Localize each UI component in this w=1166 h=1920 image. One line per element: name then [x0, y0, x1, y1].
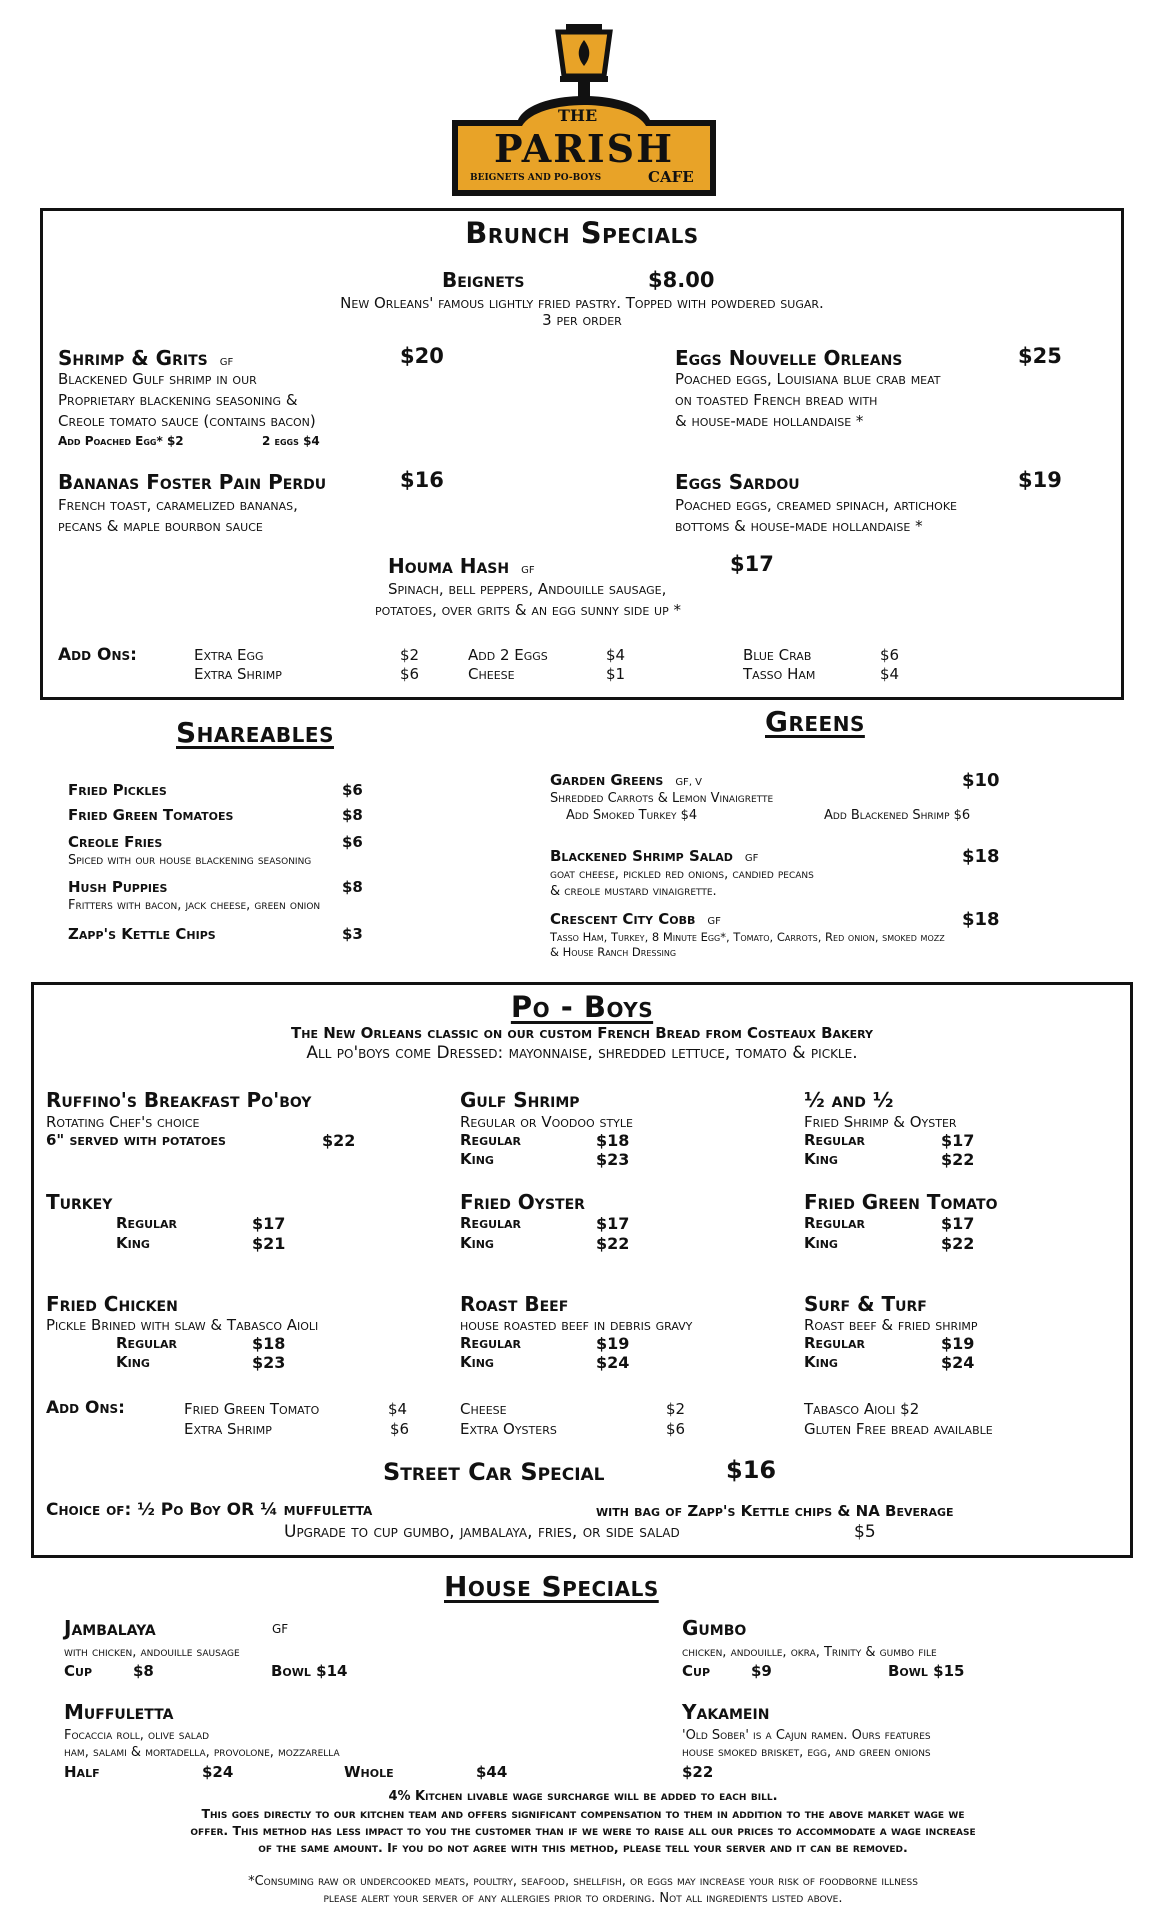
ruffino-price: $22: [322, 1131, 356, 1150]
yakamein-name: Yakamein: [682, 1700, 770, 1724]
fgt-name: Fried Green Tomato: [804, 1190, 998, 1214]
shareable-5-price: $3: [342, 925, 363, 943]
roast-beef-name: Roast Beef: [460, 1292, 569, 1316]
shareable-4: Hush Puppies: [68, 878, 168, 896]
shareable-5: Zapp's Kettle Chips: [68, 925, 216, 943]
eggs-nouvelle-price: $25: [1018, 344, 1062, 368]
fried-chicken-name: Fried Chicken: [46, 1292, 178, 1316]
beignets-desc2: 3 per order: [542, 311, 622, 329]
muffuletta-desc1: Focaccia roll, olive salad: [64, 1728, 210, 1743]
bananas-desc2: pecans & maple bourbon sauce: [58, 517, 263, 535]
garden-greens-name: Garden Greens GF, V: [550, 771, 703, 789]
brunch-addon-6: Tasso Ham: [743, 665, 816, 683]
logo-name: PARISH: [494, 126, 674, 171]
blackened-salad-desc1: goat cheese, pickled red onions, candied pecans: [550, 867, 814, 882]
poboy-addon-1-price: $4: [388, 1400, 408, 1418]
fgt-king-price: $22: [941, 1234, 975, 1253]
ruffino-name: Ruffino's Breakfast Po'boy: [46, 1088, 312, 1112]
gulf-shrimp-king: King: [460, 1150, 494, 1168]
garden-greens-addon1: Add Smoked Turkey $4: [566, 808, 698, 823]
gumbo-cup: Cup: [682, 1662, 711, 1680]
brunch-addon-3: Add 2 Eggs: [468, 646, 548, 664]
shrimp-grits-addon2: 2 eggs $4: [262, 434, 320, 448]
half-half-regular-price: $17: [941, 1131, 975, 1150]
muffuletta-half: Half: [64, 1763, 100, 1781]
poboy-addon-4: Extra Oysters: [460, 1420, 557, 1438]
gulf-shrimp-desc: Regular or Voodoo style: [460, 1113, 633, 1131]
brunch-addon-3-price: $4: [606, 646, 626, 664]
surf-turf-regular-price: $19: [941, 1334, 975, 1353]
roast-beef-king-price: $24: [596, 1353, 630, 1372]
gulf-shrimp-king-price: $23: [596, 1150, 630, 1169]
fgt-regular-price: $17: [941, 1214, 975, 1233]
gumbo-name: Gumbo: [682, 1616, 747, 1640]
blackened-salad-desc2: & creole mustard vinaigrette.: [550, 884, 717, 899]
jambalaya-bowl: Bowl $14: [271, 1662, 348, 1680]
cobb-price: $18: [962, 909, 1000, 930]
fried-oyster-name: Fried Oyster: [460, 1190, 585, 1214]
brunch-addon-2: Extra Shrimp: [194, 665, 282, 683]
footer-line-5: *Consuming raw or undercooked meats, poultry, seafood, shellfish, or eggs may increase your risk of foodborne illness: [248, 1874, 918, 1889]
surf-turf-king-price: $24: [941, 1353, 975, 1372]
blackened-salad-price: $18: [962, 846, 1000, 867]
houma-price: $17: [730, 552, 774, 576]
logo-tagline: BEIGNETS AND PO-BOYS: [470, 173, 602, 183]
beignets-name: Beignets: [442, 268, 525, 292]
roast-beef-desc: house roasted beef in debris gravy: [460, 1316, 693, 1334]
bananas-price: $16: [400, 468, 444, 492]
half-half-regular: Regular: [804, 1131, 866, 1149]
shrimp-grits-desc3: Creole tomato sauce (contains bacon): [58, 412, 316, 430]
eggs-nouvelle-desc3: & house-made hollandaise *: [675, 412, 864, 430]
cobb-desc1: Tasso Ham, Turkey, 8 Minute Egg*, Tomato, Carrots, Red onion, smoked mozz: [550, 930, 945, 944]
streetcar-upgrade-price: $5: [854, 1522, 876, 1542]
shrimp-grits-price: $20: [400, 344, 444, 368]
poboys-sub2: All po'boys come Dressed: mayonnaise, shredded lettuce, tomato & pickle.: [306, 1043, 858, 1063]
poboy-addon-6: Gluten Free bread available: [804, 1420, 993, 1438]
beignets-price: $8.00: [648, 268, 715, 292]
poboy-addon-2: Extra Shrimp: [184, 1420, 272, 1438]
shareable-4-price: $8: [342, 878, 363, 896]
fried-chicken-regular-price: $18: [252, 1334, 286, 1353]
eggs-nouvelle-desc1: Poached eggs, Louisiana blue crab meat: [675, 370, 941, 388]
fgt-king: King: [804, 1234, 838, 1252]
brunch-addon-1-price: $2: [400, 646, 420, 664]
ruffino-desc: Rotating Chef's choice: [46, 1113, 200, 1131]
eggs-nouvelle-desc2: on toasted French bread with: [675, 391, 878, 409]
brunch-addon-1: Extra Egg: [194, 646, 264, 664]
brunch-addon-2-price: $6: [400, 665, 420, 683]
gulf-shrimp-name: Gulf Shrimp: [460, 1088, 580, 1112]
footer-line-6: please alert your server of any allergies prior to ordering. Not all ingredients listed above.: [323, 1891, 843, 1906]
turkey-regular-price: $17: [252, 1214, 286, 1233]
jambalaya-cup-price: $8: [133, 1662, 154, 1680]
gulf-shrimp-regular: Regular: [460, 1131, 522, 1149]
brunch-title: Brunch Specials: [465, 216, 699, 250]
brunch-box: [40, 208, 1124, 700]
yakamein-desc1: 'Old Sober' is a Cajun ramen. Ours features: [682, 1728, 931, 1743]
shrimp-grits-desc2: Proprietary blackening seasoning &: [58, 391, 298, 409]
beignets-desc: New Orleans' famous lightly fried pastry. Topped with powdered sugar.: [340, 294, 824, 312]
greens-title: Greens: [765, 705, 865, 738]
bananas-name: Bananas Foster Pain Perdu: [58, 470, 327, 494]
gumbo-bowl: Bowl $15: [888, 1662, 965, 1680]
poboy-addon-2-price: $6: [390, 1420, 410, 1438]
garden-greens-price: $10: [962, 770, 1000, 791]
houma-desc1: Spinach, bell peppers, Andouille sausage,: [388, 580, 667, 598]
poboy-addon-4-price: $6: [666, 1420, 686, 1438]
brunch-addons-label: Add Ons:: [58, 645, 137, 665]
muffuletta-desc2: ham, salami & mortadella, provolone, mozzarella: [64, 1745, 340, 1760]
yakamein-price: $22: [682, 1763, 714, 1781]
jambalaya-tag: GF: [272, 1622, 289, 1636]
logo: [448, 18, 720, 198]
fgt-regular: Regular: [804, 1214, 866, 1232]
streetcar-name: Street Car Special: [383, 1458, 605, 1486]
eggs-sardou-name: Eggs Sardou: [675, 470, 800, 494]
shrimp-grits-addon1: Add Poached Egg* $2: [58, 434, 184, 448]
turkey-king: King: [116, 1234, 150, 1252]
half-half-name: ½ and ½: [804, 1088, 894, 1112]
shareable-3: Creole Fries: [68, 833, 163, 851]
surf-turf-name: Surf & Turf: [804, 1292, 927, 1316]
fried-chicken-king: King: [116, 1353, 150, 1371]
shareable-4-desc: Fritters with bacon, jack cheese, green onion: [68, 898, 321, 913]
brunch-addon-4: Cheese: [468, 665, 515, 683]
shareable-3-price: $6: [342, 833, 363, 851]
shareable-2: Fried Green Tomatoes: [68, 806, 234, 824]
logo-top: THE: [558, 106, 598, 125]
gulf-shrimp-regular-price: $18: [596, 1131, 630, 1150]
fried-oyster-king: King: [460, 1234, 494, 1252]
turkey-king-price: $21: [252, 1234, 286, 1253]
houma-name: Houma Hash GF: [388, 554, 535, 578]
yakamein-desc2: house smoked brisket, egg, and green onions: [682, 1745, 931, 1760]
blackened-salad-name: Blackened Shrimp Salad GF: [550, 847, 759, 865]
house-title: House Specials: [444, 1570, 659, 1603]
half-half-king: King: [804, 1150, 838, 1168]
streetcar-with: with bag of Zapp's Kettle chips & NA Beverage: [596, 1502, 954, 1520]
poboy-addons-label: Add Ons:: [46, 1398, 125, 1418]
roast-beef-regular-price: $19: [596, 1334, 630, 1353]
brunch-addon-5-price: $6: [880, 646, 900, 664]
eggs-sardou-desc2: bottoms & house-made hollandaise *: [675, 517, 923, 535]
brunch-addon-5: Blue Crab: [743, 646, 812, 664]
houma-desc2: potatoes, over grits & an egg sunny side up *: [375, 601, 682, 619]
shrimp-grits-desc1: Blackened Gulf shrimp in our: [58, 370, 257, 388]
surf-turf-king: King: [804, 1353, 838, 1371]
half-half-desc: Fried Shrimp & Oyster: [804, 1113, 957, 1131]
ruffino-desc2: 6" served with potatoes: [46, 1131, 226, 1149]
brunch-addon-6-price: $4: [880, 665, 900, 683]
fried-chicken-desc: Pickle Brined with slaw & Tabasco Aioli: [46, 1316, 319, 1334]
poboy-addon-3: Cheese: [460, 1400, 507, 1418]
surf-turf-desc: Roast beef & fried shrimp: [804, 1316, 978, 1334]
turkey-name: Turkey: [46, 1190, 113, 1214]
shrimp-grits-name: Shrimp & Grits GF: [58, 346, 234, 370]
muffuletta-whole: Whole: [344, 1763, 394, 1781]
shareable-1-price: $6: [342, 781, 363, 799]
garden-greens-addon2: Add Blackened Shrimp $6: [824, 808, 971, 823]
roast-beef-regular: Regular: [460, 1334, 522, 1352]
streetcar-price: $16: [726, 1456, 777, 1484]
muffuletta-name: Muffuletta: [64, 1700, 174, 1724]
footer-line-4: of the same amount. If you do not agree with this method, please tell your server and it can be removed.: [258, 1840, 908, 1855]
shareable-3-desc: Spiced with our house blackening seasoning: [68, 853, 312, 868]
fried-oyster-regular: Regular: [460, 1214, 522, 1232]
brunch-addon-4-price: $1: [606, 665, 626, 683]
shareables-title: Shareables: [176, 716, 334, 749]
fried-oyster-regular-price: $17: [596, 1214, 630, 1233]
shareable-2-price: $8: [342, 806, 363, 824]
bananas-desc1: French toast, caramelized bananas,: [58, 496, 298, 514]
jambalaya-desc: with chicken, andouille sausage: [64, 1645, 240, 1660]
gumbo-desc: chicken, andouille, okra, Trinity & gumbo file: [682, 1645, 937, 1660]
muffuletta-half-price: $24: [202, 1763, 234, 1781]
roast-beef-king: King: [460, 1353, 494, 1371]
half-half-king-price: $22: [941, 1150, 975, 1169]
footer-line-2: This goes directly to our kitchen team and offers significant compensation to them in addition to the above market wage we: [201, 1806, 965, 1821]
garden-greens-desc: Shredded Carrots & Lemon Vinaigrette: [550, 791, 774, 806]
footer-line-3: offer. This method has less impact to you the customer than if we were to raise all our prices to accommodate a wage increase: [190, 1823, 976, 1838]
muffuletta-whole-price: $44: [476, 1763, 508, 1781]
footer-line-1: 4% Kitchen livable wage surcharge will be added to each bill.: [388, 1789, 778, 1804]
cobb-name: Crescent City Cobb GF: [550, 910, 721, 928]
jambalaya-name: Jambalaya: [64, 1616, 156, 1640]
fried-chicken-regular: Regular: [116, 1334, 178, 1352]
fried-oyster-king-price: $22: [596, 1234, 630, 1253]
fried-chicken-king-price: $23: [252, 1353, 286, 1372]
poboy-addon-5: Tabasco Aioli $2: [804, 1400, 920, 1418]
poboys-sub1: The New Orleans classic on our custom French Bread from Costeaux Bakery: [291, 1024, 873, 1042]
jambalaya-cup: Cup: [64, 1662, 93, 1680]
gumbo-cup-price: $9: [751, 1662, 772, 1680]
eggs-nouvelle-name: Eggs Nouvelle Orleans: [675, 346, 903, 370]
eggs-sardou-desc1: Poached eggs, creamed spinach, artichoke: [675, 496, 957, 514]
eggs-sardou-price: $19: [1018, 468, 1062, 492]
turkey-regular: Regular: [116, 1214, 178, 1232]
poboys-title: Po - Boys: [510, 990, 654, 1024]
logo-cafe: CAFE: [648, 168, 694, 186]
surf-turf-regular: Regular: [804, 1334, 866, 1352]
streetcar-upgrade: Upgrade to cup gumbo, jambalaya, fries, or side salad: [284, 1522, 680, 1542]
poboy-addon-1: Fried Green Tomato: [184, 1400, 320, 1418]
streetcar-choice: Choice of: ½ Po Boy OR ¼ muffuletta: [46, 1500, 373, 1520]
cobb-desc2: & House Ranch Dressing: [550, 945, 677, 959]
shareable-1: Fried Pickles: [68, 781, 167, 799]
poboy-addon-3-price: $2: [666, 1400, 686, 1418]
